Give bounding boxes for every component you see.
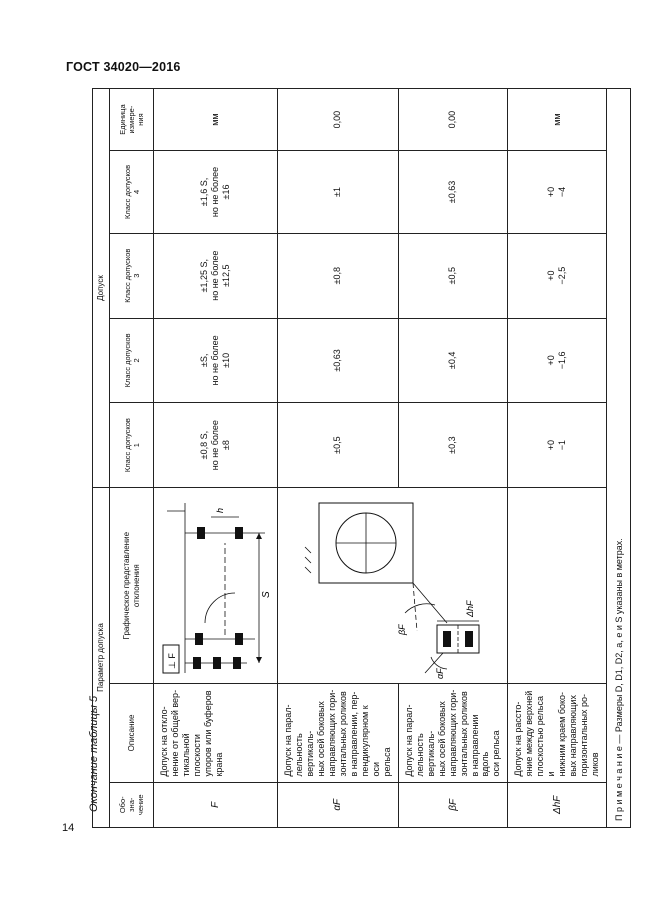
buffer-plane-diagram: [155, 493, 277, 683]
figure-cell-buffers: [154, 488, 278, 684]
fig2-h-label: ΔhF: [464, 600, 475, 618]
row-class-1: ±0,3: [398, 403, 508, 488]
row-description: Допуск на рассто- яние между верхней плоскостью рельса и нижним краем боко- вых направляющих горизонтальных ро- ликов: [508, 684, 607, 782]
row-class-2: ±0,4: [398, 318, 508, 403]
table-stage: [92, 88, 624, 828]
row-description: Допуск на парал- лельность вертикаль- ных осей боковых направляющих гори- зонтальных роликов в направлении вдоль оси рельса: [398, 684, 508, 782]
table-note: П р и м е ч а н и е — Размеры D, D1, D2, a, e и S указаны в метрах.: [607, 89, 631, 828]
row-description: Допуск на парал- лельность вертикаль- ных осей боковых направляющих гори- зонтальных роликов в направлении, пер- пендикулярном к оси рельса: [278, 684, 399, 782]
figure-cell-empty: [508, 488, 607, 684]
header-class-3: Класс допусков 3: [110, 233, 154, 318]
row-description: Допуск на откло- нение от общей вер- тикальной плоскости упоров или буферов крана: [154, 684, 278, 782]
row-unit: 0,00: [398, 89, 508, 151]
row-class-4: ±1,6 S, но не более ±16: [154, 151, 278, 234]
header-symbol: Обо- зна- чение: [110, 782, 154, 827]
row-unit: 0,00: [278, 89, 399, 151]
header-class-2: Класс допусков 2: [110, 318, 154, 403]
fig2-alpha-label: αF: [434, 668, 445, 680]
header-parameter-group: Параметр допуска: [93, 488, 110, 828]
row-symbol: ΔhF: [508, 782, 607, 827]
row-class-3: ±1,25 S, но не более ±12,5: [154, 233, 278, 318]
row-class-1: ±0,8 S, но не более ±8: [154, 403, 278, 488]
table-row: [154, 89, 278, 828]
tolerance-table: [92, 88, 631, 828]
row-unit: мм: [154, 89, 278, 151]
rotated-table-wrapper: [92, 88, 624, 828]
row-symbol: F: [154, 782, 278, 827]
row-class-1: +0 −1: [508, 403, 607, 488]
fig1-s-label: S: [260, 591, 272, 599]
header-tolerance-group: Допуск: [93, 89, 110, 488]
header-unit: Единица измере- ния: [110, 89, 154, 151]
row-class-3: ±0,5: [398, 233, 508, 318]
fig1-box-label: ⊥ F: [166, 653, 177, 670]
header-description: Описание: [110, 684, 154, 782]
row-class-4: ±0,63: [398, 151, 508, 234]
header-class-1: Класс допусков 1: [110, 403, 154, 488]
fig2-beta-label: βF: [396, 624, 407, 636]
table-row: [398, 89, 508, 828]
row-class-4: ±1: [278, 151, 399, 234]
row-class-3: ±0,8: [278, 233, 399, 318]
row-class-3: +0 −2,5: [508, 233, 607, 318]
row-symbol: αF: [278, 782, 399, 827]
roller-parallelism-diagram: [297, 493, 489, 683]
row-class-2: +0 −1,6: [508, 318, 607, 403]
document-header: ГОСТ 34020—2016: [66, 60, 181, 74]
page-number: 14: [62, 822, 75, 834]
row-class-4: +0 −4: [508, 151, 607, 234]
row-symbol: βF: [398, 782, 508, 827]
row-unit: мм: [508, 89, 607, 151]
row-class-2: ±0,63: [278, 318, 399, 403]
row-class-2: ±S, но не более ±10: [154, 318, 278, 403]
table-row: [278, 89, 399, 828]
table-row: [508, 89, 607, 828]
row-class-1: ±0,5: [278, 403, 399, 488]
header-class-4: Класс допусков 4: [110, 151, 154, 234]
table-caption: Окончание таблицы 5: [88, 695, 100, 812]
header-graphic: Графическое представление отклонения: [110, 488, 154, 684]
figure-cell-rollers: [278, 488, 508, 684]
fig1-h-label: h: [214, 508, 225, 514]
